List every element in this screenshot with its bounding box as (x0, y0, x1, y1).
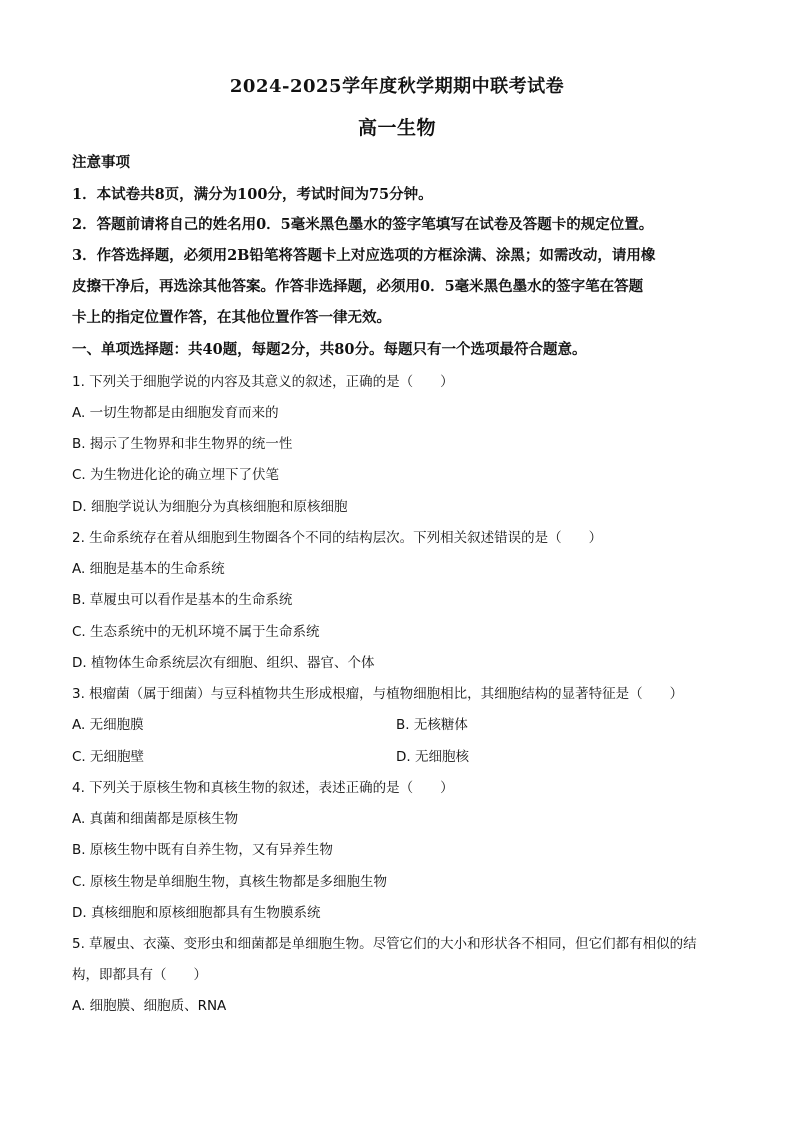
option-c: C. 为生物进化论的确立埋下了伏笔 (72, 467, 280, 483)
option-d: D. 真核细胞和原核细胞都具有生物膜系统 (72, 905, 321, 921)
option-b: B. 草履虫可以看作是基本的生命系统 (72, 592, 293, 608)
note-item: 皮擦干净后，再选涂其他答案。作答非选择题，必须用0．5毫米黑色墨水的签字笔在答题 (72, 278, 644, 295)
option-a: A. 真菌和细菌都是原核生物 (72, 811, 239, 827)
note-item: 卡上的指定位置作答，在其他位置作答一律无效。 (72, 309, 391, 326)
question-stem: 1. 下列关于细胞学说的内容及其意义的叙述，正确的是（ ） (72, 374, 454, 390)
exam-title: 2024-2025学年度秋学期期中联考试卷 (229, 76, 565, 97)
option-a: A. 无细胞膜 (72, 717, 144, 733)
option-b: B. 揭示了生物界和非生物界的统一性 (72, 436, 293, 452)
exam-subject: 高一生物 (357, 117, 436, 139)
option-a: A. 细胞是基本的生命系统 (72, 561, 225, 577)
option-a: A. 细胞膜、细胞质、RNA (72, 998, 227, 1014)
question-stem: 5. 草履虫、衣藻、变形虫和细菌都是单细胞生物。尽管它们的大小和形状各不相同，但它们都有相似的结 (72, 936, 697, 952)
option-d: D. 无细胞核 (396, 749, 469, 765)
note-item: 3．作答选择题，必须用2B铅笔将答题卡上对应选项的方框涂满、涂黑；如需改动，请用橡 (72, 247, 656, 264)
note-item: 2．答题前请将自己的姓名用0．5毫米黑色墨水的签字笔填写在试卷及答题卡的规定位置。 (72, 216, 654, 233)
question-stem-continued: 构，即都具有（ ） (72, 967, 207, 983)
option-c: C. 无细胞壁 (72, 749, 145, 765)
option-a: A. 一切生物都是由细胞发育而来的 (72, 405, 279, 421)
question-stem: 3. 根瘤菌（属于细菌）与豆科植物共生形成根瘤，与植物细胞相比，其细胞结构的显著特征是（ ） (72, 686, 684, 702)
question-stem: 4. 下列关于原核生物和真核生物的叙述，表述正确的是（ ） (72, 780, 454, 796)
option-b: B. 原核生物中既有自养生物，又有异养生物 (72, 842, 333, 858)
note-item: 1．本试卷共8页，满分为100分，考试时间为75分钟。 (72, 186, 433, 203)
option-b: B. 无核糖体 (396, 717, 468, 733)
notes-heading: 注意事项 (72, 154, 130, 171)
section-heading: 一、单项选择题：共40题，每题2分，共80分。每题只有一个选项最符合题意。 (72, 341, 587, 358)
option-d: D. 植物体生命系统层次有细胞、组织、器官、个体 (72, 655, 375, 671)
option-c: C. 生态系统中的无机环境不属于生命系统 (72, 624, 320, 640)
question-stem: 2. 生命系统存在着从细胞到生物圈各个不同的结构层次。下列相关叙述错误的是（ ） (72, 530, 603, 546)
option-d: D. 细胞学说认为细胞分为真核细胞和原核细胞 (72, 499, 348, 515)
option-c: C. 原核生物是单细胞生物，真核生物都是多细胞生物 (72, 874, 388, 890)
